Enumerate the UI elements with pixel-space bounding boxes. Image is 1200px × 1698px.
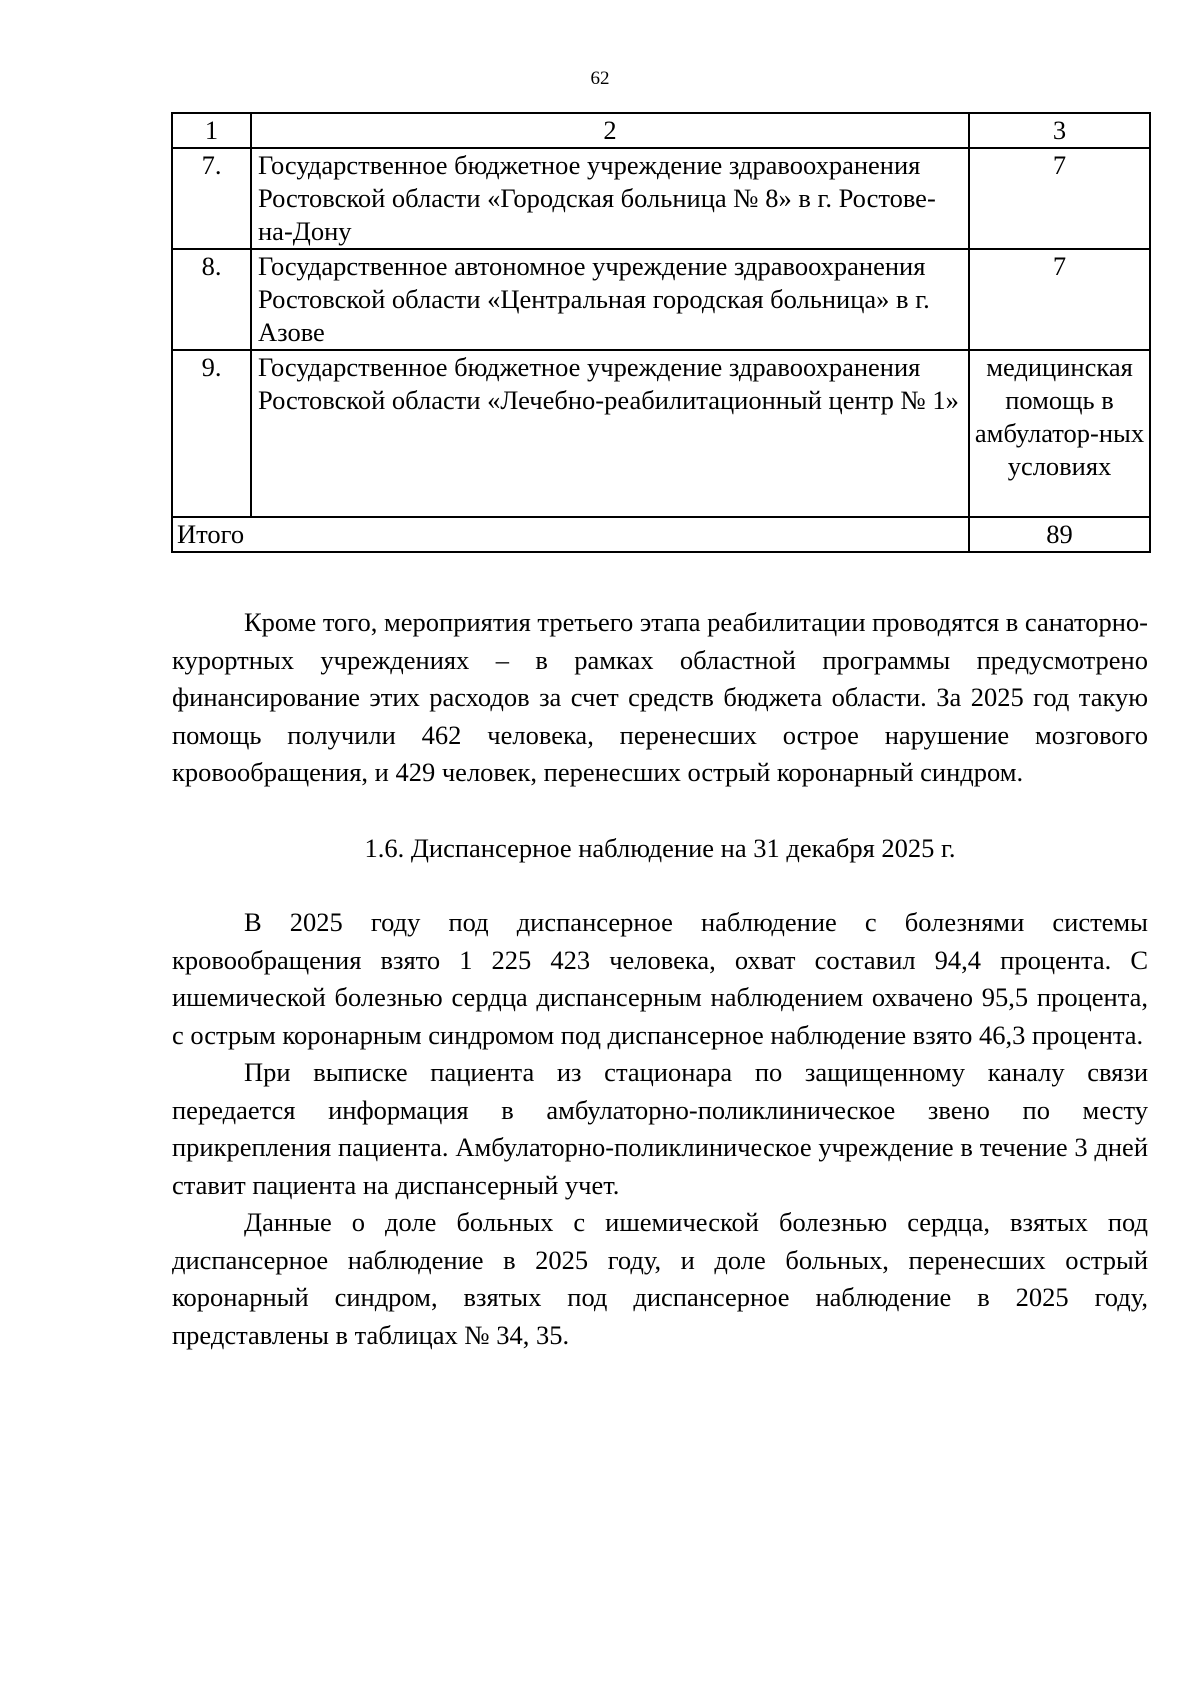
table-total-row bbox=[172, 517, 1150, 552]
paragraph-dispensary-coverage: В 2025 году под диспансерное наблюдение с болезнями системы кровообращения взято 1 225 423 человека, охват составил 94,4 процента. С ишемической болезнью сердца диспансерным наблюдением охвачено 95,5 процента, с острым коронарным синдромом под диспансерное наблюдение взято 46,3 процента. bbox=[172, 907, 1148, 1050]
section-heading: 1.6. Диспансерное наблюдение на 31 декабря 2025 г. bbox=[364, 832, 956, 863]
body-text bbox=[172, 604, 1148, 1354]
total-label: Итого bbox=[172, 517, 969, 552]
table-header-cell: 1 bbox=[172, 113, 251, 148]
paragraph-rehabilitation: Кроме того, мероприятия третьего этапа реабилитации проводятся в санаторно-курортных учреждениях – в рамках областной программы предусмотрено финансирование этих расходов за счет средств бюджета области. За 2025 год такую помощь получили 462 человека, перенесших острое нарушение мозгового кровообращения, и 429 человек, перенесших острый коронарный синдром. bbox=[172, 607, 1149, 787]
table-header-cell: 2 bbox=[251, 113, 969, 148]
table-header-cell: 3 bbox=[969, 113, 1150, 148]
row-value: 7 bbox=[969, 148, 1150, 249]
paragraph-discharge-info: При выписке пациента из стационара по защищенному каналу связи передается информация в амбулаторно-поликлиническое звено по месту прикрепления пациента. Амбулаторно-поликлиническое учреждение в течение 3 дней ставит пациента на диспансерный учет. bbox=[172, 1057, 1148, 1200]
institution-name: Государственное автономное учреждение здравоохранения Ростовской области «Центральная городская больница» в г. Азове bbox=[251, 249, 969, 350]
table-row bbox=[172, 350, 1150, 517]
row-value: 7 bbox=[969, 249, 1150, 350]
institutions-table bbox=[171, 112, 1151, 553]
page-number: 62 bbox=[590, 68, 610, 89]
institution-name: Государственное бюджетное учреждение здравоохранения Ростовской области «Городская больница № 8» в г. Ростове-на-Дону bbox=[251, 148, 969, 249]
table-row bbox=[172, 148, 1150, 249]
paragraph-tables-reference: Данные о доле больных с ишемической болезнью сердца, взятых под диспансерное наблюдение в 2025 году, и доле больных, перенесших острый коронарный синдром, взятых под диспансерное наблюдение в 2025 году, представлены в таблицах № 34, 35. bbox=[172, 1207, 1148, 1350]
row-number: 9. bbox=[172, 350, 251, 517]
total-value: 89 bbox=[969, 517, 1150, 552]
row-number: 8. bbox=[172, 249, 251, 350]
table-header-row bbox=[172, 113, 1150, 148]
table-row bbox=[172, 249, 1150, 350]
row-value: медицинская помощь в амбулатор-ных условиях bbox=[969, 350, 1150, 517]
institution-name: Государственное бюджетное учреждение здравоохранения Ростовской области «Лечебно-реабилитационный центр № 1» bbox=[251, 350, 969, 517]
row-number: 7. bbox=[172, 148, 251, 249]
